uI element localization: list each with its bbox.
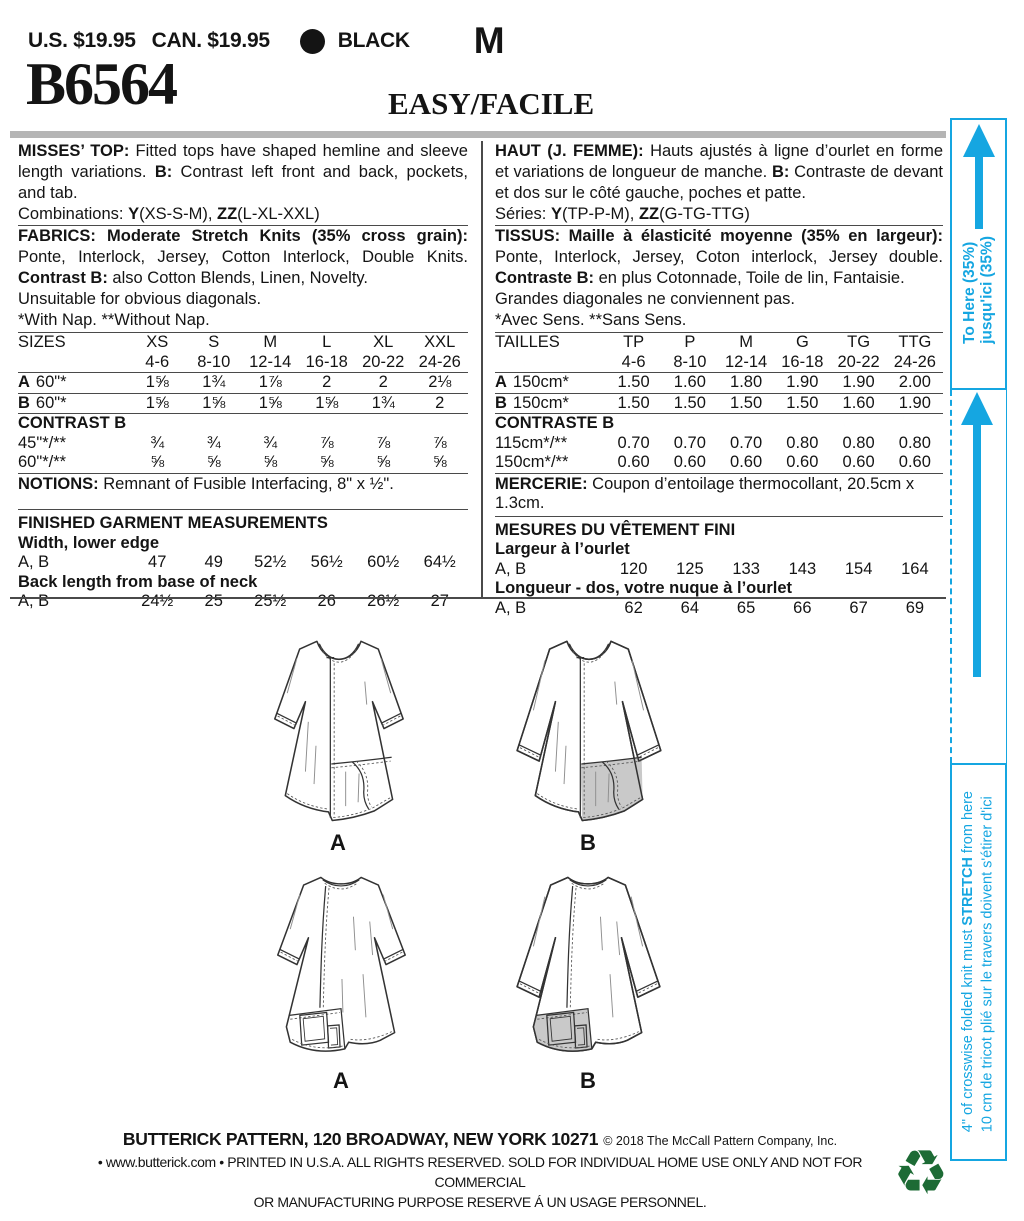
- contrast-45-row: 45"*/** ¾ ¾ ¾ ⅞ ⅞ ⅞: [18, 434, 468, 454]
- cell: 1.60: [662, 373, 718, 394]
- cell: 0.80: [898, 433, 931, 452]
- cell: 0.60: [830, 453, 886, 473]
- combinations-line: Combinations: Y(XS-S-M), ZZ(L-XL-XXL): [18, 204, 468, 226]
- cell: M: [739, 333, 753, 351]
- haut-femme-description: HAUT (J. FEMME): Hauts ajustés à ligne d’ourlet en forme et variations de longueur de manche. B: Contraste de devant et dos sur le côté gauche, poches et patte.: [495, 142, 944, 202]
- can-price: CAN. $19.95: [151, 29, 270, 52]
- cell: 1.50: [718, 393, 774, 414]
- view-a-back-illustration: [250, 864, 432, 1070]
- cell: 56½: [310, 553, 343, 571]
- footer: [70, 1128, 890, 1212]
- copyright-notice: © 2018 The McCall Pattern Company, Inc.: [603, 1134, 838, 1148]
- cell: 1⅝: [129, 373, 186, 394]
- to-here-label: To Here (35%) jusqu'ici (35%): [961, 236, 996, 344]
- series-line: Séries: Y(TP-P-M), ZZ(G-TG-TTG): [495, 204, 943, 226]
- cell: 20-22: [355, 353, 412, 373]
- header-divider-bar: [10, 131, 946, 138]
- cell: 0.60: [887, 453, 943, 473]
- cell: 65: [736, 598, 756, 617]
- view-b-front-illustration: [497, 626, 679, 832]
- cell: 1.50: [605, 393, 661, 414]
- cell: 25½: [254, 592, 287, 610]
- cell: ⅞: [432, 433, 447, 452]
- color-label: BLACK: [337, 29, 410, 52]
- cell: 1.90: [887, 393, 943, 414]
- cell: 164: [901, 559, 929, 578]
- cell: 12-14: [718, 353, 774, 373]
- contraste-150-row: 150cm*/** 0.60 0.60 0.60 0.60 0.60 0.60: [495, 453, 943, 473]
- diagonals-note: Unsuitable for obvious diagonals.: [18, 290, 262, 308]
- width-lower-edge-label-row: Width, lower edge: [18, 533, 160, 552]
- cell: 0.70: [617, 433, 650, 452]
- cell: 0.80: [786, 433, 819, 452]
- view-b-front-label: B: [580, 830, 596, 855]
- cell: 1¾: [355, 393, 412, 414]
- contraste-b-heading-row: CONTRASTE B: [495, 414, 615, 432]
- cell: 16-18: [298, 353, 355, 373]
- cell: G: [795, 333, 809, 351]
- cell: 49: [204, 553, 223, 571]
- cell: 27: [430, 592, 449, 610]
- back-length-values-row: A, B 24½ 25 25½ 26 26½ 27: [18, 592, 468, 612]
- metrage-row-b: B 150cm* 1.50 1.50 1.50 1.50 1.60 1.90: [495, 393, 943, 414]
- contrast-60-row: 60"*/** ⅝ ⅝ ⅝ ⅝ ⅝ ⅝: [18, 453, 468, 473]
- cell: ⅞: [376, 433, 391, 452]
- cell: 1⅝: [242, 393, 299, 414]
- stretch-gauge-second-arrow: [961, 392, 993, 677]
- view-a-back-label: A: [333, 1068, 349, 1093]
- cell: 0.60: [718, 453, 774, 473]
- cell: 120: [619, 559, 648, 578]
- view-a-front-label: A: [330, 830, 346, 855]
- cell: 1⅝: [185, 393, 242, 414]
- column-divider: [481, 141, 483, 598]
- yardage-row-b: B 60"* 1⅝ 1⅝ 1⅝ 1⅝ 1¾ 2: [18, 393, 468, 414]
- stretch-gauge-bottom-box: [950, 763, 1007, 1161]
- cell: 0.60: [774, 453, 830, 473]
- tissus-paragraph: TISSUS: Maille à élasticité moyenne (35% en largeur): Ponte, Interlock, Jersey, Coton interlock, Jersey double. Contraste B: en plus Cotonnade, Toile de lin, Fantaisie.: [495, 227, 943, 287]
- tailles-title: TAILLES: [495, 333, 560, 351]
- cell: ¾: [150, 433, 165, 452]
- up-arrow-icon: [963, 124, 995, 157]
- cell: 24-26: [411, 353, 468, 373]
- cell: 2⅛: [411, 373, 468, 394]
- diagonales-note: Grandes diagonales ne conviennent pas.: [495, 290, 795, 308]
- cell: 67: [849, 598, 868, 617]
- cell: 1¾: [185, 373, 242, 394]
- tailles-header-row: [495, 333, 943, 353]
- sizes-header-row: [18, 333, 468, 353]
- cell: TP: [623, 333, 645, 351]
- publisher-address-line: BUTTERICK PATTERN, 120 BROADWAY, NEW YORK 10271 © 2018 The McCall Pattern Company, Inc.: [122, 1129, 838, 1149]
- width-values-row: A, B 47 49 52½ 56½ 60½ 64½: [18, 553, 468, 573]
- metrage-row-a: A 150cm* 1.50 1.60 1.80 1.90 1.90 2.00: [495, 373, 943, 394]
- pattern-number: B6564: [26, 51, 177, 117]
- cell: 16-18: [774, 353, 830, 373]
- cell: L: [322, 333, 332, 351]
- cell: 2: [355, 373, 412, 394]
- cell: 4-6: [129, 353, 186, 373]
- recycle-icon: ♻: [893, 1136, 949, 1209]
- cell: ⅝: [355, 453, 412, 473]
- stretch-gauge-top-box: [950, 118, 1007, 390]
- cell: 64: [680, 598, 700, 617]
- cell: XL: [373, 333, 394, 351]
- cell: TTG: [898, 333, 932, 351]
- view-b-back: [497, 864, 679, 1092]
- sens-note: *Avec Sens. **Sans Sens.: [495, 311, 687, 329]
- cell: TG: [847, 333, 871, 351]
- mercerie-row: MERCERIE: Coupon d’entoilage thermocollant, 20.5cm x 1.3cm.: [495, 473, 943, 516]
- cell: 2.00: [887, 373, 943, 394]
- cell: 66: [793, 598, 812, 617]
- usage-line: OR MANUFACTURING PURPOSE RESERVE Á UN USAGE PERSONNEL.: [253, 1194, 707, 1210]
- cell: 1⅝: [298, 393, 355, 414]
- cell: 125: [676, 559, 704, 578]
- contraste-115-row: 115cm*/** 0.70 0.70 0.70 0.80 0.80 0.80: [495, 434, 943, 454]
- tailles-metrage-table-fr: [495, 332, 943, 618]
- cell: 8-10: [662, 353, 718, 373]
- cell: 20-22: [830, 353, 886, 373]
- cell: 143: [788, 559, 817, 578]
- tailles-ranges-row: [495, 353, 943, 373]
- cell: ¾: [263, 433, 278, 452]
- cell: 24-26: [887, 353, 943, 373]
- sizes-title: SIZES: [18, 333, 66, 351]
- cell: 1⅝: [129, 393, 186, 414]
- cell: 1.50: [662, 393, 718, 414]
- cell: 0.70: [673, 433, 706, 452]
- black-color-dot-icon: [300, 29, 325, 54]
- largeur-values-row: A, B 120 125 133 143 154 164: [495, 560, 943, 580]
- sizes-yardage-table-en: [18, 332, 468, 612]
- cell: 2: [298, 373, 355, 394]
- cell: ⅞: [319, 433, 334, 452]
- cup-size-letter: M: [473, 20, 504, 61]
- nap-note: *With Nap. **Without Nap.: [18, 311, 210, 329]
- cell: 26: [317, 592, 336, 610]
- cell: 1.80: [718, 373, 774, 394]
- arrow-stem: [973, 425, 981, 677]
- finished-measurements-title-row: FINISHED GARMENT MEASUREMENTS: [18, 514, 328, 532]
- cell: 133: [732, 559, 760, 578]
- french-column: [495, 141, 943, 618]
- view-b-back-illustration: [497, 864, 679, 1070]
- stretch-gauge-sidebar: [950, 118, 1008, 1162]
- cell: 1.50: [774, 393, 830, 414]
- cell: 0.60: [662, 453, 718, 473]
- cut-guide-solid-line: [1006, 390, 1007, 763]
- size-ranges-row: [18, 353, 468, 373]
- cell: 24½: [141, 592, 174, 610]
- view-b-back-label: B: [580, 1068, 596, 1093]
- cell: 1.90: [830, 373, 886, 394]
- cell: ¾: [206, 433, 221, 452]
- view-a-back: [250, 864, 432, 1092]
- longueur-label-row: Longueur - dos, votre nuque à l’ourlet: [495, 579, 793, 597]
- view-b-front: [497, 626, 679, 854]
- contrast-b-heading-row: CONTRAST B: [18, 414, 127, 432]
- stretch-instruction-label: 4" of crosswise folded knit must STRETCH from here 10 cm de tricot plié sur le travers doivent s'étirer d'ici: [960, 791, 996, 1133]
- cell: 62: [624, 598, 643, 617]
- cell: ⅝: [185, 453, 242, 473]
- cell: 8-10: [185, 353, 242, 373]
- cell: 64½: [423, 553, 456, 571]
- cell: 47: [148, 553, 167, 571]
- fabrics-paragraph: FABRICS: Moderate Stretch Knits (35% cross grain): Ponte, Interlock, Jersey, Cotton Interlock, Double Knits. Contrast B: also Cotton Blends, Linen, Novelty.: [18, 227, 468, 287]
- cell: 0.80: [842, 433, 875, 452]
- cell: 52½: [254, 553, 287, 571]
- rights-line: • www.butterick.com • PRINTED IN U.S.A. ALL RIGHTS RESERVED. SOLD FOR INDIVIDUAL HOME USE ONLY AND NOT FOR COMMERCIAL: [97, 1154, 863, 1190]
- view-a-front: [247, 626, 429, 854]
- cell: 4-6: [605, 353, 661, 373]
- cell: ⅝: [411, 453, 468, 473]
- cell: XS: [146, 333, 169, 351]
- cell: XXL: [424, 333, 456, 351]
- cell: ⅝: [298, 453, 355, 473]
- cell: 2: [411, 393, 468, 414]
- notions-row: NOTIONS: Remnant of Fusible Interfacing, 8" x ½".: [18, 473, 468, 510]
- cell: 0.60: [605, 453, 661, 473]
- yardage-row-a: A 60"* 1⅝ 1¾ 1⅞ 2 2 2⅛: [18, 373, 468, 394]
- largeur-label-row: Largeur à l’ourlet: [495, 540, 630, 558]
- cell: 69: [905, 598, 925, 617]
- cut-guide-dashed-line: [950, 390, 952, 763]
- cell: ⅝: [242, 453, 299, 473]
- cell: S: [208, 333, 220, 351]
- up-arrow-icon: [961, 392, 993, 425]
- cell: ⅝: [129, 453, 186, 473]
- cell: 12-14: [242, 353, 299, 373]
- cell: 1⅞: [242, 373, 299, 394]
- cell: 1.50: [605, 373, 661, 394]
- cell: 0.70: [730, 433, 763, 452]
- longueur-values-row: A, B 62 64 65 66 67 69: [495, 599, 943, 619]
- cell: 25: [204, 592, 223, 610]
- english-column: [18, 141, 468, 612]
- difficulty-label: EASY/FACILE: [388, 86, 595, 121]
- cell: 1.90: [774, 373, 830, 394]
- cell: 154: [844, 559, 873, 578]
- misses-top-description: MISSES’ TOP: Fitted tops have shaped hemline and sleeve length variations. B: Contrast left front and back, pockets, and tab.: [18, 142, 468, 202]
- cell: M: [263, 333, 278, 351]
- arrow-stem: [975, 157, 983, 229]
- view-a-front-illustration: [247, 626, 429, 832]
- mesures-title-row: MESURES DU VÊTEMENT FINI: [495, 520, 736, 539]
- cell: 1.60: [830, 393, 886, 414]
- cell: P: [684, 333, 696, 351]
- cell: 60½: [367, 553, 400, 571]
- us-price: U.S. $19.95: [28, 29, 136, 52]
- cell: 26½: [367, 592, 400, 610]
- back-length-label-row: Back length from base of neck: [18, 572, 258, 591]
